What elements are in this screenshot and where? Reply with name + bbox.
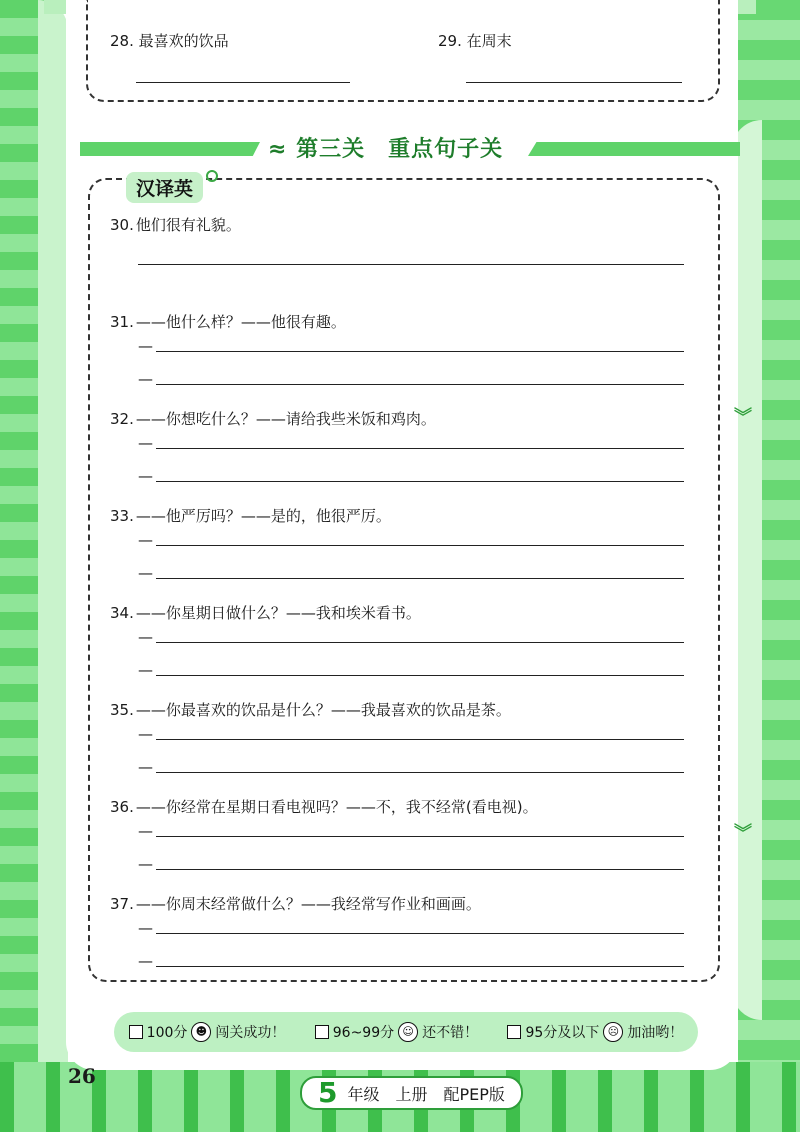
section-tag: 汉译英: [126, 172, 203, 203]
answer-row[interactable]: [138, 467, 686, 485]
vocab-box: [86, 0, 720, 102]
question-text: [110, 602, 421, 623]
score-label: 95分及以下: [525, 1025, 600, 1041]
chevron-down-icon: ︾: [734, 407, 752, 428]
question-number: 31.: [110, 313, 134, 331]
question-sentence: ——你周末经常做什么？——我经常写作业和画画。: [135, 895, 481, 913]
question-text: [110, 408, 436, 429]
grade-text: 年级 上册 配PEP版: [347, 1084, 505, 1104]
answer-dash: —: [138, 564, 153, 582]
answer-line[interactable]: [156, 578, 684, 579]
answer-row[interactable]: [138, 952, 686, 970]
answer-line[interactable]: [156, 966, 684, 967]
answer-line[interactable]: [138, 264, 684, 265]
smile-face-icon: ☺: [398, 1022, 418, 1042]
question-sentence: ——你星期日做什么？——我和埃米看书。: [135, 604, 421, 622]
answer-row[interactable]: [138, 855, 686, 873]
question-text: [110, 505, 391, 526]
score-comment: 加油哟！: [627, 1025, 684, 1041]
answer-dash: —: [138, 467, 153, 485]
grade-number: 5: [318, 1076, 338, 1109]
grade-badge: [300, 1076, 523, 1110]
question-sentence: ——你想吃什么？——请给我些米饭和鸡肉。: [135, 410, 436, 428]
answer-row[interactable]: [138, 370, 686, 388]
answer-line[interactable]: [136, 82, 350, 83]
question-sentence: ——你最喜欢的饮品是什么？——我最喜欢的饮品是茶。: [135, 701, 511, 719]
answer-row[interactable]: [138, 822, 686, 840]
answer-line[interactable]: [156, 384, 684, 385]
score-option-100: [129, 1022, 286, 1042]
answer-dash: —: [138, 661, 153, 679]
answer-dash: —: [138, 434, 153, 452]
question-number: 37.: [110, 895, 134, 913]
question-text: [110, 214, 241, 235]
answer-row[interactable]: [138, 434, 686, 452]
chevron-down-icon: ︾: [734, 823, 752, 844]
answer-dash: —: [138, 337, 153, 355]
item-text: 最喜欢的饮品: [138, 32, 229, 50]
answer-row[interactable]: [138, 628, 686, 646]
question-number: 34.: [110, 604, 134, 622]
item-number: 29.: [438, 32, 462, 50]
score-comment: 还不错！: [422, 1025, 479, 1041]
page-number: 26: [68, 1064, 96, 1088]
section-title: ≈ 第三关 重点句子关: [268, 137, 504, 162]
tag-dot-icon: [206, 170, 218, 182]
question-text: [110, 893, 481, 914]
item-text: 在周末: [466, 32, 512, 50]
question-number: 32.: [110, 410, 134, 428]
answer-line[interactable]: [156, 351, 684, 352]
answer-line[interactable]: [156, 836, 684, 837]
answer-line[interactable]: [156, 545, 684, 546]
answer-dash: —: [138, 952, 153, 970]
score-comment: 闯关成功！: [215, 1025, 286, 1041]
score-option-95-below: [507, 1022, 683, 1042]
answer-dash: —: [138, 919, 153, 937]
item-number: 28.: [110, 32, 134, 50]
question-number: 36.: [110, 798, 134, 816]
answer-dash: —: [138, 758, 153, 776]
vocab-item-29: [438, 30, 512, 51]
answer-line[interactable]: [156, 448, 684, 449]
answer-dash: —: [138, 531, 153, 549]
question-sentence: ——你经常在星期日看电视吗？——不，我不经常(看电视)。: [135, 798, 538, 816]
answer-dash: —: [138, 628, 153, 646]
answer-dash: —: [138, 725, 153, 743]
checkbox[interactable]: [129, 1025, 143, 1039]
vocab-item-28: [110, 30, 229, 51]
checkbox[interactable]: [315, 1025, 329, 1039]
answer-row[interactable]: [138, 337, 686, 355]
happy-face-icon: ☻: [191, 1022, 211, 1042]
answer-line[interactable]: [156, 642, 684, 643]
answer-dash: —: [138, 855, 153, 873]
question-number: 33.: [110, 507, 134, 525]
answer-line[interactable]: [156, 481, 684, 482]
answer-row[interactable]: [138, 531, 686, 549]
question-text: [110, 796, 538, 817]
checkbox[interactable]: [507, 1025, 521, 1039]
question-number: 30.: [110, 216, 134, 234]
question-number: 35.: [110, 701, 134, 719]
left-frame-inner: [38, 0, 68, 1132]
answer-dash: —: [138, 370, 153, 388]
question-text: [110, 699, 511, 720]
score-label: 100分: [146, 1025, 188, 1041]
score-label: 96~99分: [332, 1025, 395, 1041]
answer-line[interactable]: [156, 933, 684, 934]
question-sentence: ——他什么样？——他很有趣。: [135, 313, 346, 331]
score-bar: [114, 1012, 698, 1052]
question-sentence: ——他严厉吗？——是的，他很严厉。: [135, 507, 391, 525]
answer-row[interactable]: [138, 758, 686, 776]
section-header: [0, 132, 800, 164]
question-sentence: 他们很有礼貌。: [135, 216, 241, 234]
answer-dash: —: [138, 822, 153, 840]
sad-face-icon: ☹: [603, 1022, 623, 1042]
answer-line[interactable]: [156, 772, 684, 773]
question-text: [110, 311, 346, 332]
score-option-96-99: [315, 1022, 478, 1042]
section-bar-right: [528, 142, 740, 156]
answer-row[interactable]: [138, 661, 686, 679]
answer-row[interactable]: [138, 564, 686, 582]
section-bar-left: [80, 142, 260, 156]
answer-row[interactable]: [138, 919, 686, 937]
answer-line[interactable]: [466, 82, 682, 83]
answer-row[interactable]: [138, 725, 686, 743]
answer-line[interactable]: [156, 675, 684, 676]
answer-line[interactable]: [156, 739, 684, 740]
answer-line[interactable]: [156, 869, 684, 870]
